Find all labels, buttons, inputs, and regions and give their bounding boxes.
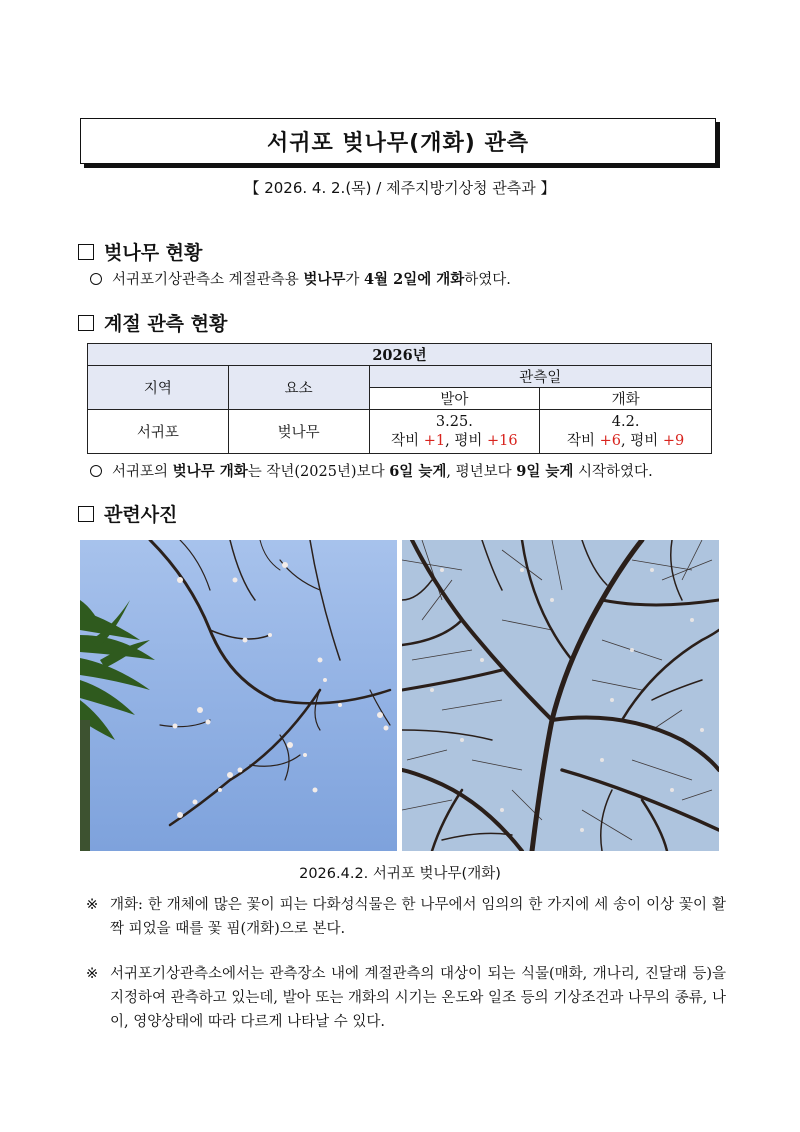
seasonal-observation-bullet: [90, 460, 653, 481]
table-cell-element: 벚나무: [228, 410, 369, 454]
section-title: 벚나무 현황: [104, 242, 203, 264]
prev-year-label: 작비: [391, 432, 424, 449]
cherry-canopy-image: [402, 540, 719, 851]
normal-label: , 평비: [445, 432, 487, 449]
table-header-budding: 발아: [369, 388, 540, 410]
observation-table: [87, 343, 712, 454]
square-bullet-icon: [78, 315, 94, 331]
normal-label: , 평비: [621, 432, 663, 449]
bullet-text: , 평년보다: [446, 464, 517, 480]
square-bullet-icon: [78, 244, 94, 260]
reference-mark-icon: ※: [86, 966, 99, 982]
section-title: 계절 관측 현황: [104, 313, 228, 335]
cherry-status-bullet: [90, 268, 511, 289]
photo-caption: 2026.4.2. 서귀포 벚나무(개화): [299, 866, 501, 882]
prev-year-diff: +6: [599, 432, 621, 449]
table-cell-region: 서귀포: [88, 410, 229, 454]
cherry-photo-right: [402, 540, 719, 851]
table-header-obs-date: 관측일: [369, 366, 712, 388]
document-title-box: [80, 118, 716, 164]
cherry-branches-image: [80, 540, 397, 851]
table-header-element: 요소: [228, 366, 369, 410]
section-related-photos: [78, 500, 177, 527]
normal-diff: +9: [662, 432, 685, 449]
bullet-text: 시작하였다.: [573, 464, 653, 480]
flowering-date: 4.2.: [611, 413, 640, 430]
bullet-text: 서귀포기상관측소 계절관측용: [112, 272, 304, 288]
normal-diff: +16: [486, 432, 518, 449]
circle-bullet-icon: [90, 273, 102, 285]
circle-bullet-icon: [90, 465, 102, 477]
bullet-bold-text: 6일 늦게: [389, 463, 447, 480]
note-text: 서귀포기상관측소에서는 관측장소 내에 계절관측의 대상이 되는 식물(매화, 개나리, 진달래 등)을 지정하여 관측하고 있는데, 발아 또는 개화의 시기는 온도와 일조 등의 기상조건과 나무의 종류, 나이, 영양상태에 따라 다르게 나타날 수 있다.: [110, 966, 726, 1030]
note-text: 개화: 한 개체에 많은 꽃이 피는 다화성식물은 한 나무에서 임의의 한 가지에 세 송이 이상 꽃이 활짝 피었을 때를 꽃 핌(개화)으로 본다.: [110, 897, 726, 937]
section-cherry-status: [78, 238, 202, 265]
table-cell-budding: [369, 410, 540, 454]
budding-date: 3.25.: [435, 413, 473, 430]
document-subtitle: 【 2026. 4. 2.(목) / 제주지방기상청 관측과 】: [244, 179, 556, 197]
cherry-photo-left: [80, 540, 397, 851]
prev-year-diff: +1: [423, 432, 446, 449]
table-row: [88, 410, 712, 454]
bullet-text: 는 작년(2025년)보다: [247, 464, 390, 480]
reference-mark-icon: ※: [86, 897, 99, 913]
bullet-bold-text: 4월 2일에 개화: [363, 271, 465, 288]
square-bullet-icon: [78, 506, 94, 522]
table-header-flowering: 개화: [540, 388, 712, 410]
bullet-text: 서귀포의: [112, 464, 173, 480]
bullet-text: 가: [345, 272, 364, 288]
bullet-bold-text: 9일 늦게: [516, 463, 574, 480]
document-title: 서귀포 벚나무(개화) 관측: [267, 130, 529, 156]
note-flowering-definition: [86, 893, 726, 941]
table-header-region: 지역: [88, 366, 229, 410]
bullet-bold-text: 벚나무: [303, 271, 346, 288]
note-observation-info: [86, 962, 726, 1034]
prev-year-label: 작비: [567, 432, 600, 449]
table-cell-flowering: [540, 410, 712, 454]
table-year-header: 2026년: [88, 344, 712, 366]
section-title: 관련사진: [104, 504, 178, 526]
bullet-bold-text: 벚나무 개화: [172, 463, 248, 480]
bullet-text: 하였다.: [464, 272, 511, 288]
section-seasonal-observation: [78, 309, 227, 336]
